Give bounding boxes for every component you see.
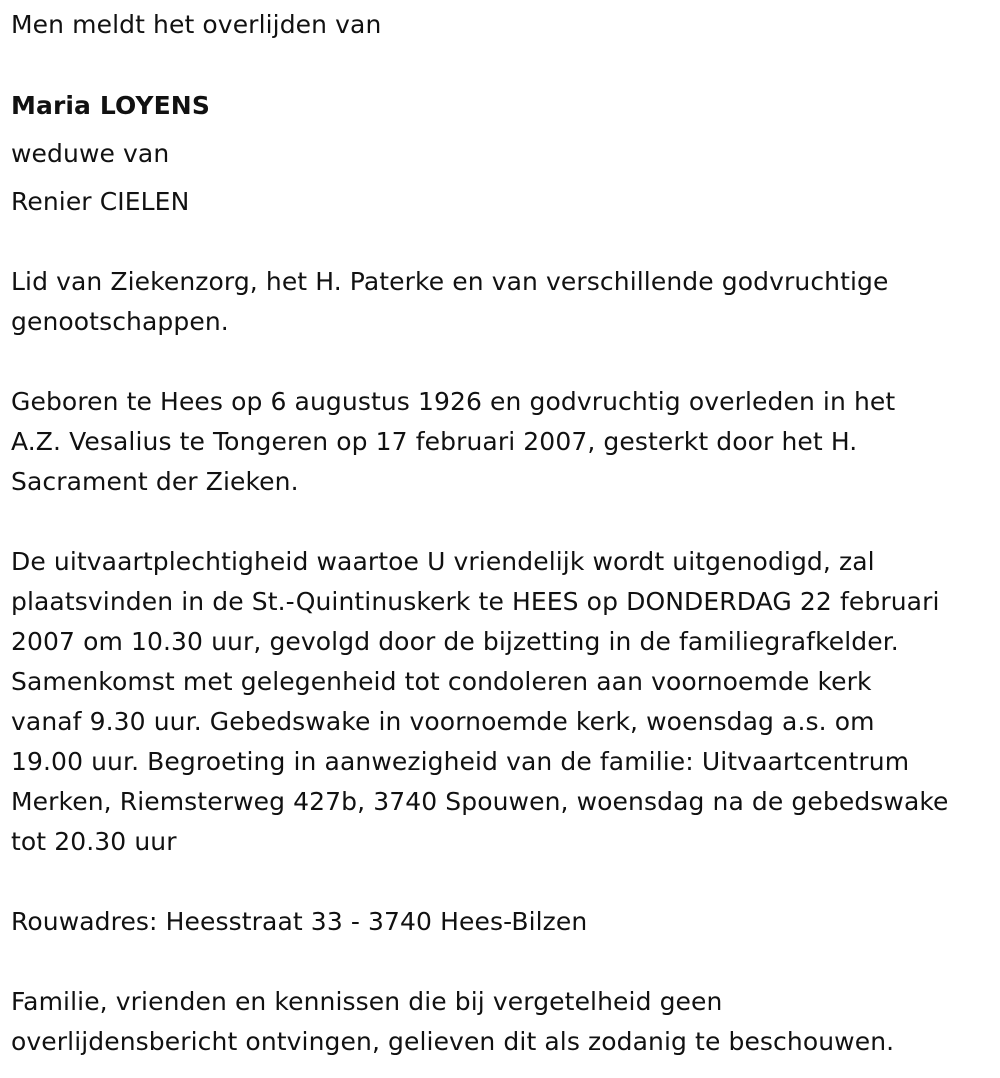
paragraph-line: vanaf 9.30 uur. Gebedswake in voornoemde kerk, woensdag a.s. om <box>11 707 875 736</box>
paragraph-line: De uitvaartplechtigheid waartoe U vriendelijk wordt uitgenodigd, zal <box>11 547 875 576</box>
paragraph-line: A.Z. Vesalius te Tongeren op 17 februari 2007, gesterkt door het H. <box>11 427 858 456</box>
paragraph-line: plaatsvinden in de St.-Quintinuskerk te HEES op DONDERDAG 22 februari <box>11 587 940 616</box>
paragraph-line: 2007 om 10.30 uur, gevolgd door de bijzetting in de familiegrafkelder. <box>11 627 899 656</box>
paragraph-line: genootschappen. <box>11 307 229 336</box>
paragraph-line: Geboren te Hees op 6 augustus 1926 en godvruchtig overleden in het <box>11 387 896 416</box>
paragraph-line: Samenkomst met gelegenheid tot condoleren aan voornoemde kerk <box>11 667 872 696</box>
paragraph-line: 19.00 uur. Begroeting in aanwezigheid van de familie: Uitvaartcentrum <box>11 747 910 776</box>
paragraph-line: overlijdensbericht ontvingen, gelieven dit als zodanig te beschouwen. <box>11 1027 895 1056</box>
intro-text: Men meldt het overlijden van <box>11 10 382 39</box>
mourning-address: Rouwadres: Heesstraat 33 - 3740 Hees-Bilzen <box>11 907 588 936</box>
deceased-name: Maria LOYENS <box>11 91 210 120</box>
paragraph-line: Lid van Ziekenzorg, het H. Paterke en van verschillende godvruchtige <box>11 267 889 296</box>
relation-text: weduwe van <box>11 139 170 168</box>
spouse-name: Renier CIELEN <box>11 187 190 216</box>
paragraph-line: Merken, Riemsterweg 427b, 3740 Spouwen, woensdag na de gebedswake <box>11 787 949 816</box>
paragraph-line: tot 20.30 uur <box>11 827 177 856</box>
paragraph-line: Sacrament der Zieken. <box>11 467 299 496</box>
paragraph-line: Familie, vrienden en kennissen die bij vergetelheid geen <box>11 987 723 1016</box>
